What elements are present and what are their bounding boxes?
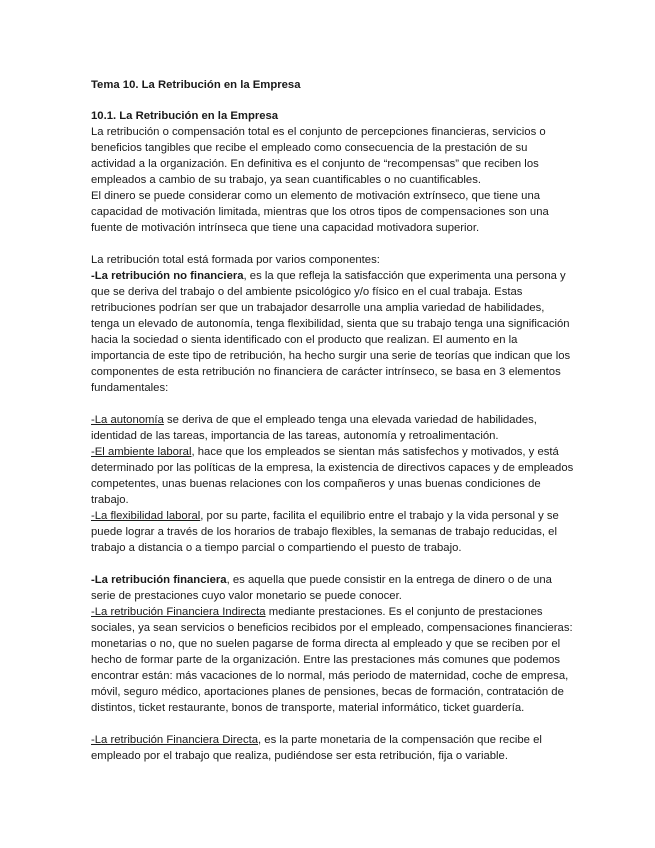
flexibility-paragraph — [91, 508, 575, 556]
work-environment-paragraph — [91, 444, 575, 508]
indirect-text: mediante prestaciones. Es el conjunto de prestaciones sociales, ya sean servicios o beneficios recibidos por el empleado, compensaciones financieras: monetarias o no, que no suelen pagarse de forma directa al empleado y que se reciben por el hecho de formar parte de la organización. Entre las prestaciones más comunes que podemos encontrar están: más vacaciones de lo normal, más periodo de maternidad, coche de empresa, móvil, seguro médico, aportaciones planes de pensiones, becas de formación, contratación de distintos, ticket restaurante, bonos de transporte, material informático, ticket guardería. — [91, 606, 573, 714]
non-financial-text: , es la que refleja la satisfacción que experimenta una persona y que se deriva del trabajo o del ambiente psicológico y/o físico en el cual trabaja. Estas retribuciones podrían ser que un trabajador desarrolle una amplia variedad de habilidades, tenga un elevado de autonomía, tenga flexibilidad, sienta que su trabajo tenga una significación hacia la sociedad o sienta identificado con el producto que realizan. El aumento en la importancia de este tipo de retribución, ha hecho surgir una serie de teorías que indican que los componentes de esta retribución no financiera de carácter intrínseco, se basa en 3 elementos fundamentales: — [91, 270, 571, 394]
non-financial-paragraph — [91, 268, 575, 396]
flexibility-text: , por su parte, facilita el equilibrio entre el trabajo y la vida personal y se puede lograr a través de los horarios de trabajo flexibles, la semanas de trabajo reducidas, el trabajo a distancia o a tiempo parcial o compartiendo el puesto de trabajo. — [91, 510, 559, 554]
section-heading: 10.1. La Retribución en la Empresa — [91, 110, 279, 122]
non-financial-term: -La retribución no financiera — [91, 270, 244, 282]
direct-term: -La retribución Financiera Directa — [91, 734, 259, 746]
indirect-paragraph — [91, 604, 575, 716]
intro-paragraph-2: El dinero se puede considerar como un elemento de motivación extrínseco, que tiene una capacidad de motivación limitada, mientras que los otros tipos de compensaciones son una fuente de motivación intrínseca que tiene una capacidad motivadora superior. — [91, 190, 549, 234]
autonomy-paragraph — [91, 412, 575, 444]
financial-term: -La retribución financiera — [91, 574, 227, 586]
indirect-term: -La retribución Financiera Indirecta — [91, 606, 266, 618]
direct-text: , es la parte monetaria de la compensación que recibe el empleado por el trabajo que realiza, pudiéndose ser esta retribución, fija o variable. — [91, 734, 542, 762]
document-title: Tema 10. La Retribución en la Empresa — [91, 79, 301, 91]
financial-text: , es aquella que puede consistir en la entrega de dinero o de una serie de prestaciones cuyo valor monetario se puede conocer. — [91, 574, 552, 602]
flexibility-term: -La flexibilidad laboral — [91, 510, 201, 522]
autonomy-term: -La autonomía — [91, 414, 164, 426]
direct-paragraph — [91, 732, 575, 764]
financial-paragraph — [91, 572, 575, 604]
autonomy-text: se deriva de que el empleado tenga una elevada variedad de habilidades, identidad de las tareas, importancia de las tareas, autonomía y retroalimentación. — [91, 414, 537, 442]
work-environment-term: -El ambiente laboral — [91, 446, 192, 458]
intro-paragraph-1: La retribución o compensación total es el conjunto de percepciones financieras, servicios o beneficios tangibles que recibe el empleado como consecuencia de la prestación de su actividad a la organización. En definitiva es el conjunto de “recompensas” que reciben los empleados a cambio de su trabajo, ya sean cuantificables o no cuantificables. — [91, 126, 546, 186]
work-environment-text: , hace que los empleados se sientan más satisfechos y motivados, y está determinado por las políticas de la empresa, la existencia de directivos capaces y de empleados competentes, unas buenas relaciones con los compañeros y unas buenas condiciones de trabajo. — [91, 446, 574, 506]
components-intro: La retribución total está formada por varios componentes: — [91, 254, 380, 266]
